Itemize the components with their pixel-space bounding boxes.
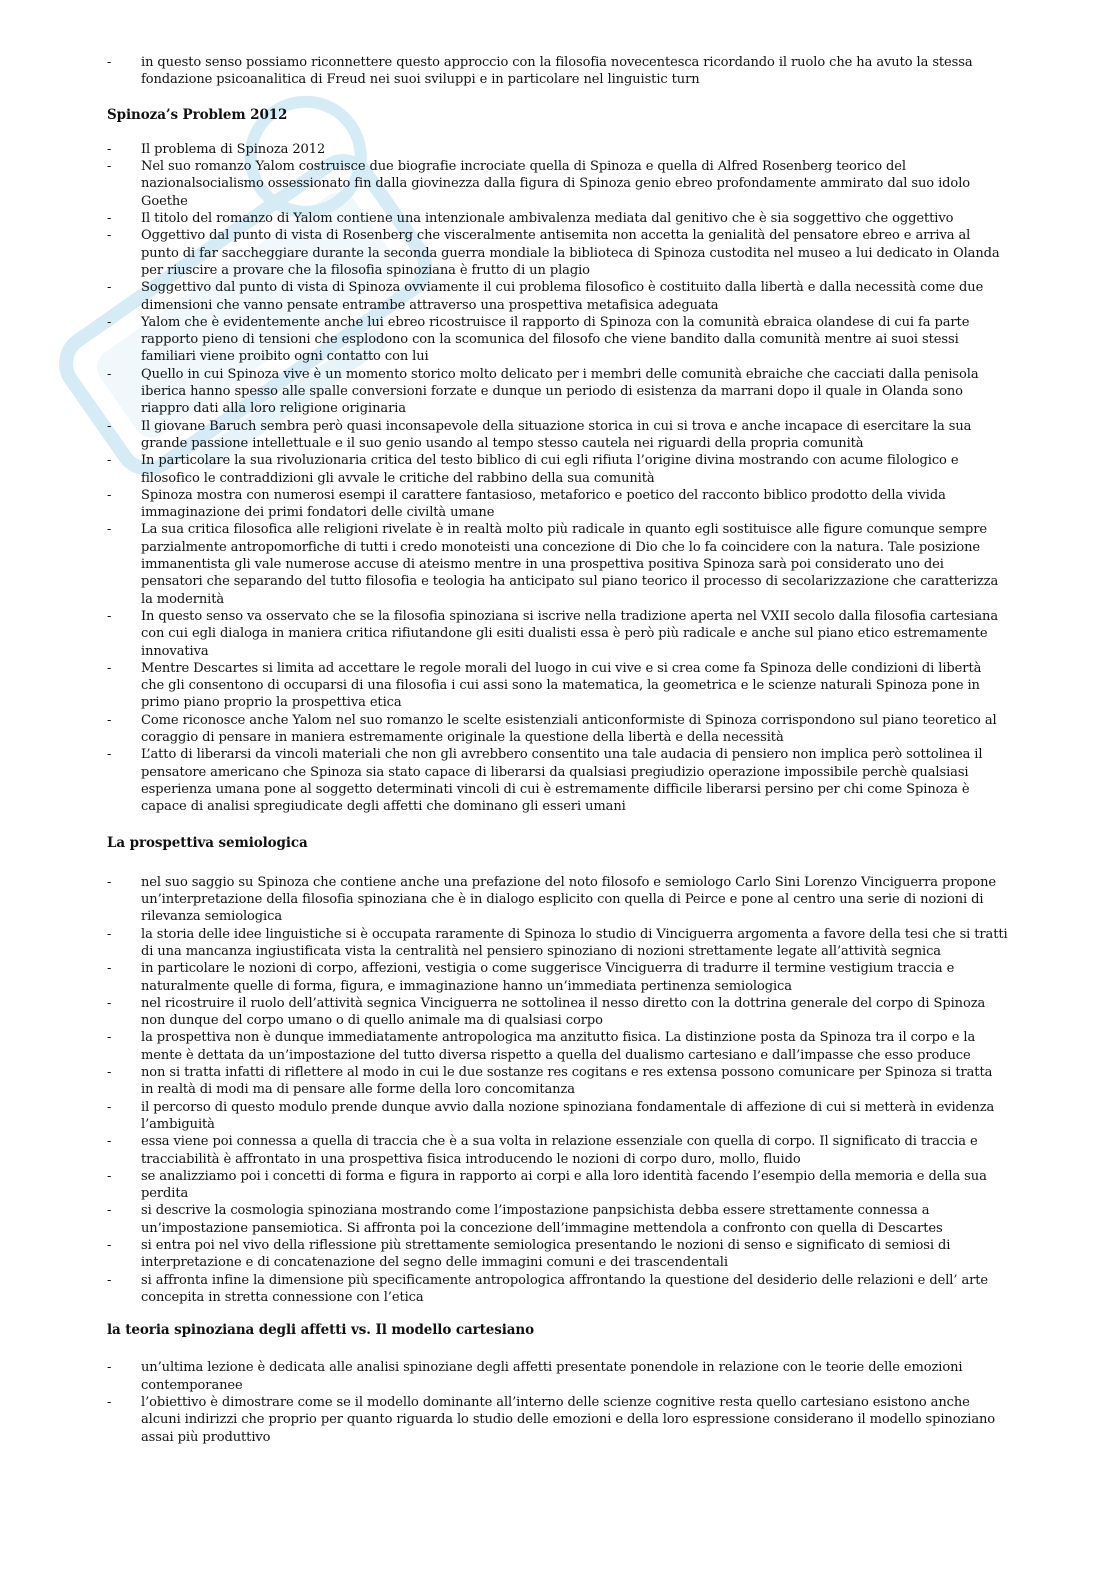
list-item-text: la prospettiva non è dunque immediatamente antropologica ma anzitutto fisica. La distinzione posta da Spinoza tra il corpo e la mente è dettata da un’impostazione del tutto diversa rispetto a quella del dualismo cartesiano e dall’impasse che esso produce [141, 1030, 976, 1063]
bullet-dash: - [107, 1099, 112, 1115]
bullet-dash: - [107, 141, 112, 157]
bullet-dash: - [107, 1065, 112, 1081]
prospettiva-semiologica-list [107, 874, 1008, 1306]
list-item [107, 1272, 1008, 1307]
list-item-text: Soggettivo dal punto di vista di Spinoza ovviamente il cui problema filosofico è costituito dalla libertà e dalla necessità come due dimensioni che vanno pensate entrambe attraverso una prospettiva metafisica adeguata [141, 280, 984, 313]
bullet-dash: - [107, 995, 112, 1011]
list-item [107, 521, 1008, 607]
bullet-dash: - [107, 1134, 112, 1150]
bullet-dash: - [107, 1360, 112, 1376]
list-item-text: La sua critica filosofica alle religioni rivelate è in realtà molto più radicale in quanto egli sostituisce alle figure comunque sempre parzialmente antropomorfiche di tutti i credo monoteisti una concezione di Dio che lo fa coincidere con la natura. Tale posizione immanentista gli vale numerose accuse di ateismo mentre in una prospettiva positiva Spinoza sarà poi considerato uno dei pensatori che separando del tutto filosofia e teologia ha anticipato sul piano teorico il processo di secolarizzazione che caratterizza la modernità [141, 522, 999, 607]
bullet-dash: - [107, 280, 112, 296]
list-item [107, 279, 1008, 314]
bullet-dash: - [107, 314, 112, 330]
list-item [107, 712, 1008, 747]
list-item [107, 1237, 1008, 1272]
teoria-affetti-list [107, 1359, 1008, 1445]
bullet-dash: - [107, 1168, 112, 1184]
list-item-text: Spinoza mostra con numerosi esempi il carattere fantasioso, metaforico e poetico del racconto biblico prodotto della vivida immaginazione dei primi fondatori delle civiltà umane [141, 487, 946, 521]
list-item-text: Il giovane Baruch sembra però quasi inconsapevole della situazione storica in cui si trova e anche incapace di esercitare la sua grande passione intellettuale e il suo genio usando al tempo stesso cautela nei riguardi della propria comunità [141, 418, 972, 451]
list-item [107, 608, 1008, 660]
list-item-text: non si tratta infatti di riflettere al modo in cui le due sostanze res cogitans e res extensa possono comunicare per Spinoza si tratta in realtà di modi ma di pensare alle forme della loro concomitanza [141, 1065, 993, 1098]
bullet-dash: - [107, 608, 112, 624]
bullet-dash: - [107, 1238, 112, 1253]
list-item-text: in questo senso possiamo riconnettere questo approccio con la filosofia novecentesca ricordando il ruolo che ha avuto la stessa fondazione psicoanalitica di Freud nei suoi sviluppi e in particolare nel linguistic turn [141, 55, 973, 88]
list-item-text: nel suo saggio su Spinoza che contiene anche una prefazione del noto filosofo e semiologo Carlo Sini Lorenzo Vinciguerra propone un’interpretazione della filosofia spinoziana che è in dialogo esplicito con quella di Peirce e pone al centro una serie di nozioni di rilevanza semiologica [141, 874, 997, 925]
list-item-text: la storia delle idee linguistiche si è occupata raramente di Spinoza lo studio di Vinciguerra argomenta a favore della tesi che si tratti di una mancanza ingiustificata vista la centralità nel pensiero spinoziano di nozioni strettamente legate all’attività segnica [141, 926, 1008, 959]
list-item [107, 1168, 1008, 1203]
bullet-dash: - [107, 660, 112, 676]
list-item [107, 418, 1008, 453]
list-item-text: Come riconosce anche Yalom nel suo romanzo le scelte esistenziali anticonformiste di Spinoza corrispondono sul piano teoretico al coraggio di pensare in maniera estremamente originale la questione della libertà e della necessità [141, 712, 997, 745]
list-item [107, 227, 1008, 279]
list-item-text: Il problema di Spinoza 2012 [141, 141, 326, 157]
list-item-text: Mentre Descartes si limita ad accettare le regole morali del luogo in cui vive e si crea come fa Spinoza delle condizioni di libertà che gli consentono di occuparsi di una filosofia i cui assi sono la matematica, la geometrica e le scienze naturali Spinoza pone in primo piano proprio la prospettiva etica [141, 660, 982, 711]
list-item-text: L’atto di liberarsi da vincoli materiali che non gli avrebbero consentito una tale audacia di pensiero non implica però sottolinea il pensatore americano che Spinoza sia stato capace di liberarsi da qualsiasi pregiudizio operazione impossibile perchè qualsiasi esperienza umana pone al soggetto determinati vincoli di cui è estremamente difficile liberarsi persino per chi come Spinoza è capace di analisi spregiudicate degli affetti che dominano gli esseri umani [141, 747, 983, 815]
bullet-dash: - [107, 522, 112, 538]
bullet-dash: - [107, 712, 112, 728]
bullet-dash: - [107, 1030, 112, 1046]
list-item-text: In questo senso va osservato che se la filosofia spinoziana si iscrive nella tradizione aperta nel VXII secolo dalla filosofia cartesiana con cui egli dialoga in maniera critica rifiutandone gli esiti dualisti essa è però più radicale e anche sul piano etico estremamente innovativa [141, 608, 999, 659]
list-item-text: Oggettivo dal punto di vista di Rosenberg che visceralmente antisemita non accetta la genialità del pensatore ebreo e arriva al punto di far saccheggiare durante la seconda guerra mondiale la biblioteca di Spinoza custodita nel museo a lui dedicato in Olanda per riuscire a provare che la filosofia spinoziana è frutto di un plagio [141, 228, 1000, 278]
section-heading-spinoza-problem: Spinoza’s Problem 2012 [107, 106, 288, 123]
list-item [107, 314, 1008, 366]
list-item [107, 874, 1008, 926]
list-item [107, 1202, 1008, 1237]
list-item-text: Quello in cui Spinoza vive è un momento storico molto delicato per i membri delle comunità ebraiche che cacciati dalla penisola iberica hanno spesso alle spalle conversioni forzate e dunque un periodo di esistenza da marrani dopo il quale in Olanda sono riappro dati alla loro religione originaria [141, 366, 979, 417]
list-item [107, 487, 1008, 522]
list-item [107, 1394, 1008, 1446]
list-item-text: nel ricostruire il ruolo dell’attività segnica Vinciguerra ne sottolinea il nesso diretto con la dottrina generale del corpo di Spinoza non dunque del corpo umano o di quello animale ma di qualsiasi corpo [141, 995, 986, 1029]
spinoza-problem-list [107, 141, 1008, 816]
list-item [107, 141, 1008, 158]
list-item [107, 746, 1008, 815]
list-item [107, 1029, 1008, 1064]
list-item [107, 926, 1008, 961]
list-item-text: in particolare le nozioni di corpo, affezioni, vestigia o come suggerisce Vinciguerra di tradurre il termine vestigium traccia e naturalmente quelle di forma, figura, e immaginazione hanno un’immediata pertinenza semiologica [141, 961, 955, 994]
list-item-text: essa viene poi connessa a quella di traccia che è a sua volta in relazione essenziale con quella di corpo. Il significato di traccia e tracciabilità è affrontato in una prospettiva fisica introducendo le nozioni di corpo duro, mollo, fluido [141, 1134, 978, 1167]
bullet-dash: - [107, 418, 112, 434]
list-item [107, 210, 1008, 227]
list-item [107, 158, 1008, 210]
bullet-dash: - [107, 874, 112, 890]
list-item [107, 54, 1008, 89]
list-item [107, 1359, 1008, 1394]
list-item-text: si entra poi nel vivo della riflessione più strettamente semiologica presentando le nozioni di senso e significato di semiosi di interpretazione e di concatenazione del segno delle immagini comuni e dei trascendentali [141, 1238, 951, 1271]
list-item-text: si descrive la cosmologia spinoziana mostrando come l’impostazione panpsichista debba essere strettamente connessa a un’impostazione pansemiotica. Si affronta poi la concezione dell’immagine mettendola a confronto con quella di Descartes [141, 1203, 943, 1236]
section-heading-teoria-affetti: la teoria spinoziana degli affetti vs. Il modello cartesiano [107, 1322, 535, 1339]
list-item [107, 1133, 1008, 1168]
list-item [107, 366, 1008, 418]
bullet-dash: - [107, 211, 112, 227]
list-item-text: Nel suo romanzo Yalom costruisce due biografie incrociate quella di Spinoza e quella di Alfred Rosenberg teorico del nazionalsocialismo ossessionato fin dalla giovinezza dalla figura di Spinoza genio ebreo profondamente ammirato dal suo idolo Goethe [141, 159, 971, 209]
list-item-text: l’obiettivo è dimostrare come se il modello dominante all’interno delle scienze cognitive resta quello cartesiano esistono anche alcuni indirizzi che proprio per quanto riguarda lo studio delle emozioni e della loro espressione considerano il modello spinoziano assai più produttivo [141, 1395, 996, 1445]
intro-list [107, 54, 1008, 89]
list-item [107, 452, 1008, 487]
list-item-text: si affronta infine la dimensione più specificamente antropologica affrontando la questione del desiderio delle relazioni e dell’ arte concepita in stretta connessione con l’etica [141, 1272, 989, 1305]
bullet-dash: - [107, 453, 112, 469]
list-item [107, 995, 1008, 1030]
bullet-dash: - [107, 487, 112, 503]
bullet-dash: - [107, 926, 112, 942]
bullet-dash: - [107, 1203, 112, 1219]
section-heading-prospettiva-semiologica: La prospettiva semiologica [107, 835, 308, 852]
bullet-dash: - [107, 1272, 112, 1288]
list-item [107, 1099, 1008, 1134]
bullet-dash: - [107, 55, 112, 70]
list-item-text: In particolare la sua rivoluzionaria critica del testo biblico di cui egli rifiuta l’origine divina mostrando con acume filologico e filosofico le contraddizioni gli avvale le critiche del rabbino della sua comunità [141, 453, 959, 486]
list-item [107, 960, 1008, 995]
list-item [107, 1064, 1008, 1099]
bullet-dash: - [107, 228, 112, 244]
list-item-text: se analizziamo poi i concetti di forma e figura in rapporto ai corpi e alla loro identità facendo l’esempio della memoria e della sua perdita [141, 1168, 987, 1202]
bullet-dash: - [107, 747, 112, 763]
list-item-text: un’ultima lezione è dedicata alle analisi spinoziane degli affetti presentate ponendole in relazione con le teorie delle emozioni contemporanee [141, 1360, 963, 1393]
bullet-dash: - [107, 961, 112, 977]
bullet-dash: - [107, 366, 112, 382]
list-item-text: Il titolo del romanzo di Yalom contiene una intenzionale ambivalenza mediata dal genitivo che è sia soggettivo che oggettivo [141, 211, 954, 227]
bullet-dash: - [107, 1395, 112, 1411]
bullet-dash: - [107, 159, 112, 175]
list-item-text: il percorso di questo modulo prende dunque avvio dalla nozione spinoziana fondamentale di affezione di cui si metterà in evidenza l’ambiguità [141, 1099, 995, 1132]
list-item-text: Yalom che è evidentemente anche lui ebreo ricostruisce il rapporto di Spinoza con la comunità ebraica olandese di cui fa parte rapporto pieno di tensioni che esplodono con la scomunica del filosofo che viene bandito dalla comunità mentre ai suoi stessi familiari viene proibito ogni contatto con lui [141, 314, 970, 365]
list-item [107, 660, 1008, 712]
